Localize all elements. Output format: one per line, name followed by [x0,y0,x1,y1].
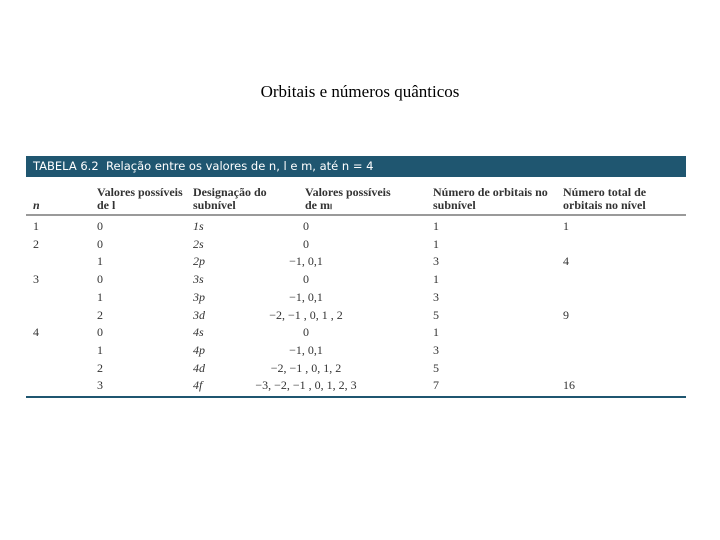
header-ml: Valores possíveis de mₗ [305,185,391,212]
cell-sub: 4p [193,342,205,357]
cell-orb: 1 [433,219,439,233]
table-row [26,307,686,324]
table-row [26,342,686,359]
cell-orb: 1 [433,325,439,340]
cell-orb: 7 [433,378,439,393]
cell-ml: −1, 0,1 [289,342,323,357]
table-row [26,377,686,394]
cell-ml: 0 [303,272,309,287]
table-row [26,271,686,288]
cell-l: 0 [97,236,103,251]
header-total: Número total de orbitais no nível [563,185,647,212]
cell-n: 3 [33,272,39,287]
table-row [26,218,686,235]
cell-ml: −2, −1 , 0, 1 , 2 [269,307,343,322]
cell-total: 1 [563,219,569,233]
cell-orb: 3 [433,289,439,304]
cell-orb: 5 [433,360,439,375]
cell-ml: −2, −1 , 0, 1, 2 [270,360,342,375]
cell-sub: 3d [193,307,205,322]
cell-l: 1 [97,342,103,357]
cell-sub: 4f [193,378,203,393]
cell-sub: 4d [193,360,205,375]
table-caption: Relação entre os valores de n, l e m, até n = 4 [106,159,374,173]
cell-sub: 4s [193,325,204,340]
cell-sub: 3s [193,272,204,287]
cell-sub: 2s [193,236,204,251]
header-orbitais: Número de orbitais no subnível [433,185,548,212]
cell-total: 4 [563,254,569,269]
header-l: Valores possíveis de l [97,185,183,212]
table-row [26,324,686,341]
cell-n: 2 [33,236,39,251]
slide-title: Orbitais e números quânticos [260,82,460,101]
cell-l: 3 [97,378,103,393]
cell-orb: 5 [433,307,439,322]
cell-orb: 1 [433,236,439,251]
cell-l: 1 [97,254,103,269]
table-bottom-rule [26,396,686,398]
header-subnivel: Designação do subnível [193,185,267,212]
cell-sub: 3p [193,289,205,304]
cell-total: 9 [563,307,569,322]
cell-n: 1 [33,219,39,233]
cell-ml: 0 [303,325,309,340]
cell-l: 1 [97,289,103,304]
cell-orb: 3 [433,342,439,357]
cell-sub: 2p [193,254,205,269]
cell-ml: −3, −2, −1 , 0, 1, 2, 3 [255,378,357,393]
cell-l: 0 [97,325,103,340]
cell-orb: 1 [433,272,439,287]
table-caption-bar [26,156,686,177]
cell-n: 4 [33,325,39,340]
cell-l: 2 [97,307,103,322]
table-label: TABELA 6.2 [33,159,99,173]
table-row [26,236,686,253]
header-n: n [33,198,40,212]
cell-orb: 3 [433,254,439,269]
cell-ml: 0 [303,219,309,233]
table-row [26,289,686,306]
table-header [26,181,686,216]
cell-l: 2 [97,360,103,375]
cell-l: 0 [97,219,103,233]
cell-ml: −1, 0,1 [289,254,323,269]
table-row [26,253,686,270]
table-row [26,360,686,377]
cell-ml: 0 [303,236,309,251]
cell-sub: 1s [193,219,204,233]
cell-ml: −1, 0,1 [289,289,323,304]
cell-l: 0 [97,272,103,287]
cell-total: 16 [563,378,575,393]
